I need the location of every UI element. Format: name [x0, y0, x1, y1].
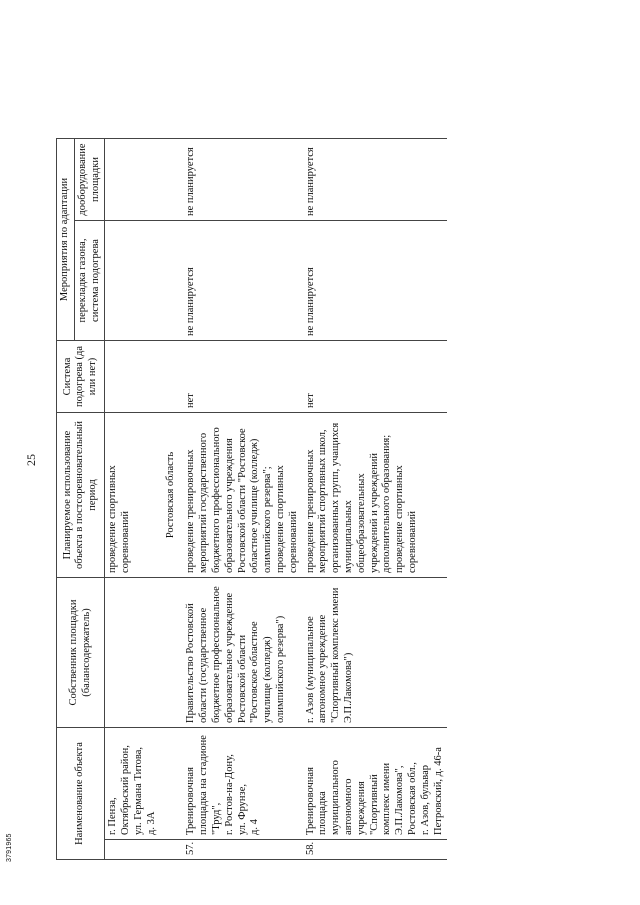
row-number: 57.: [183, 840, 302, 860]
region-label: Ростовская область: [161, 413, 184, 578]
col-header-heating: Система подогрева (да или нет): [57, 341, 105, 413]
document-id: 3791965: [6, 833, 13, 862]
table-row: [303, 139, 448, 860]
object-name: Тренировочная площадка муниципального автономного учреждения "Спортивный комплекс имени Э.П.Лакомова", Ростовская обл., г. Азов, бульвар Петровский, д. 46-а: [303, 728, 448, 840]
lawn-measure: [105, 221, 161, 341]
col-header-name: Наименование объекта: [57, 728, 105, 860]
heating-system: нет: [303, 341, 448, 413]
planned-usage: проведение спортивных соревнований: [105, 413, 161, 578]
col-header-lawn: перекладка газона, система подогрева: [74, 221, 105, 341]
object-name: Тренировочная площадка на стадионе "Труд", г. Ростов-на-Дону, ул. Фрунзе, д. 4: [183, 728, 302, 840]
heating-system: нет: [183, 341, 302, 413]
owner: [105, 578, 161, 728]
col-header-measures: Мероприятия по адаптации: [57, 139, 75, 341]
row-number: 58.: [303, 840, 448, 860]
rotated-content: [24, 60, 622, 860]
header-row-1: [57, 139, 75, 860]
equip-measure: не планируется: [183, 139, 302, 221]
object-name: г. Пенза, Октябрьский район, ул. Германа Титова, д. 3А: [105, 728, 161, 840]
table-row: [183, 139, 302, 860]
lawn-measure: не планируется: [303, 221, 448, 341]
owner: г. Азов (муниципальное автономное учреждение "Спортивный комплекс имени Э.П.Лакомова"): [303, 578, 448, 728]
equip-measure: [105, 139, 161, 221]
col-header-equip: дооборудование площадки: [74, 139, 105, 221]
equip-measure: не планируется: [303, 139, 448, 221]
table-row: [105, 139, 161, 860]
heating-system: [105, 341, 161, 413]
stadium-table: [56, 138, 447, 860]
row-number: [105, 840, 161, 860]
owner: Правительство Ростовской области (государственное бюджетное профессиональное образовательное учреждение Ростовской области "Ростовское областное училище (колледж) олимпийского резерва"): [183, 578, 302, 728]
planned-usage: проведение тренировочных мероприятий государственного бюджетного профессионального образовательного учреждения Ростовской области "Ростовское областное училище (колледж) олимпийского резерва"; проведение спортивных соревнований: [183, 413, 302, 578]
region-row: [161, 139, 184, 860]
planned-usage: проведение тренировочных мероприятий спортивных школ, организованных групп, учащихся муниципальных общеобразовательных учреждений и учреждений дополнительного образования; проведение спортивных соревнований: [303, 413, 448, 578]
col-header-owner: Собственник площадки (балансодержатель): [57, 578, 105, 728]
col-header-usage: Планируемое использование объекта в постсоревновательный период: [57, 413, 105, 578]
lawn-measure: не планируется: [183, 221, 302, 341]
page-number: 25: [24, 454, 38, 466]
